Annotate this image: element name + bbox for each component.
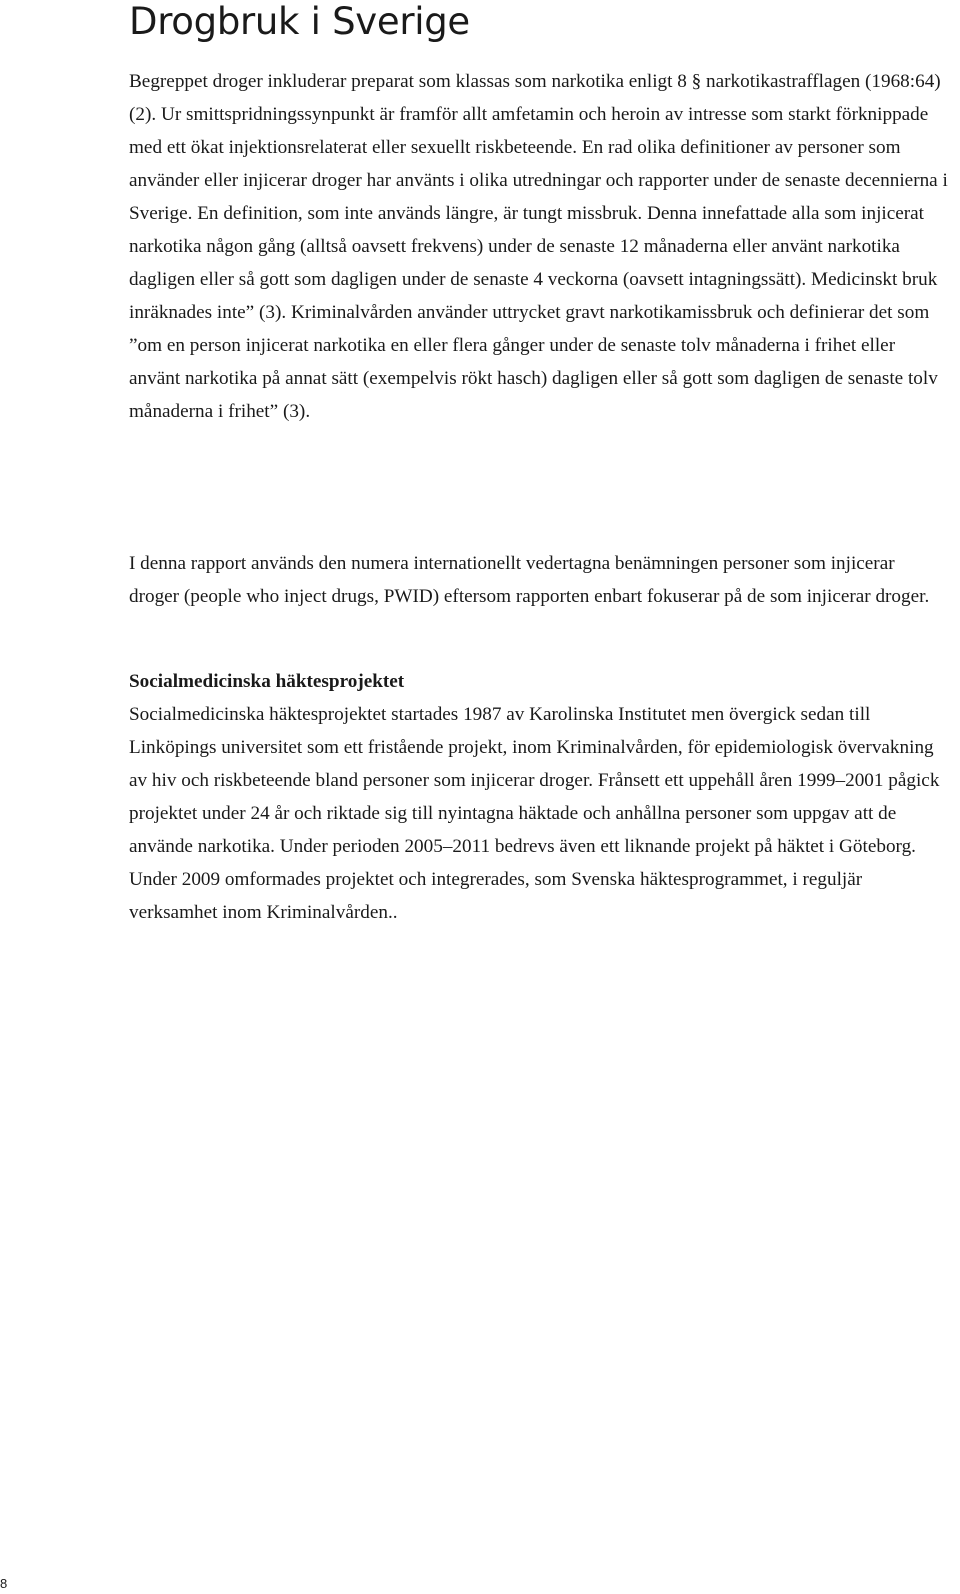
paragraph-hakte-project: Socialmedicinska häktesprojektet startades 1987 av Karolinska Institutet men övergick sedan till Linköpings universitet som ett fristående projekt, inom Kriminalvården, för epidemiologisk övervakning av hiv och riskbeteende bland personer som injicerar droger. Frånsett ett uppehåll åren 1999–2001 pågick projektet under 24 år och riktade sig till nyintagna häktade och anhållna personer som uppgav att de använde narkotika. Under perioden 2005–2011 bedrevs även ett liknande projekt på häktet i Göteborg. Under 2009 omformades projektet och integrerades, som Svenska häktesprogrammet, i reguljär verksamhet inom Kriminalvården.. xyxy=(129,704,940,923)
paragraph-pwid-terminology: I denna rapport används den numera internationellt vedertagna benämningen personer som injicerar droger (people who inject drugs, PWID) eftersom rapporten enbart fokuserar på de som injicerar droger. xyxy=(129,553,930,607)
section-heading: Socialmedicinska häktesprojektet xyxy=(129,671,405,692)
page-title: Drogbruk i Sverige xyxy=(129,0,470,43)
paragraph-definitions: Begreppet droger inkluderar preparat som klassas som narkotika enligt 8 § narkotikastrafflagen (1968:64) (2). Ur smittspridningssynpunkt är framför allt amfetamin och heroin av intresse som starkt förknippade med ett ökat injektionsrelaterat eller sexuellt riskbeteende. En rad olika definitioner av personer som använder eller injicerar droger har använts i olika utredningar och rapporter under de senaste decennierna i Sverige. En definition, som inte används längre, är tungt missbruk. Denna innefattade alla som injicerat narkotika någon gång (alltså oavsett frekvens) under de senaste 12 månaderna eller använt narkotika dagligen eller så gott som dagligen under de senaste 4 veckorna (oavsett intagningssätt). Medicinskt bruk inräknades inte” (3). Kriminalvården använder uttrycket gravt narkotikamissbruk och definierar det som ”om en person injicerat narkotika en eller flera gånger under de senaste tolv månaderna i frihet eller använt narkotika på annat sätt (exempelvis rökt hasch) dagligen eller så gott som dagligen de senaste tolv månaderna i frihet” (3). xyxy=(129,71,948,422)
page-number: 8 xyxy=(0,1576,8,1591)
